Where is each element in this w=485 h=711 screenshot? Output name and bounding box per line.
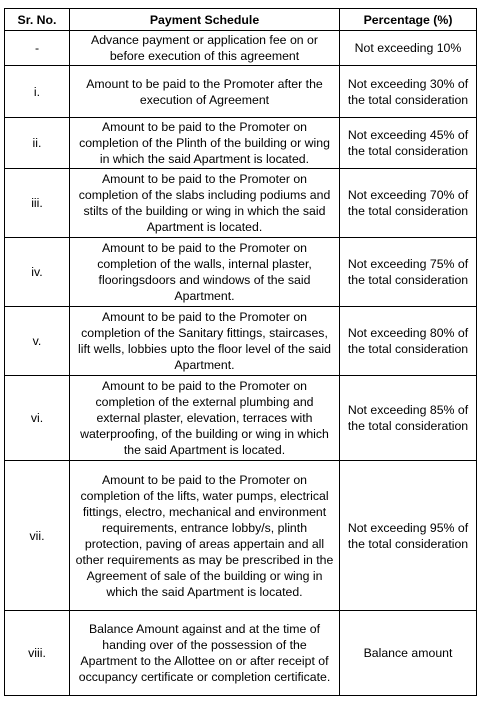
table-row — [5, 307, 477, 376]
percentage-cell: Not exceeding 30% of the total consideration — [340, 66, 477, 118]
payment-description-cell: Amount to be paid to the Promoter on completion of the walls, internal plaster, flooringsdoors and windows of the said Apartment. — [70, 238, 340, 307]
payment-schedule-table — [4, 8, 477, 696]
sr-no-cell: i. — [5, 66, 70, 118]
percentage-cell: Not exceeding 75% of the total consideration — [340, 238, 477, 307]
header-sr-no: Sr. No. — [5, 9, 70, 31]
payment-description-cell: Balance Amount against and at the time of handing over of the possession of the Apartment to the Allottee on or after receipt of occupancy certificate or completion certificate. — [70, 611, 340, 696]
table-row — [5, 238, 477, 307]
table-row — [5, 118, 477, 169]
table-row — [5, 461, 477, 611]
payment-description-cell: Amount to be paid to the Promoter on completion of the external plumbing and external plaster, elevation, terraces with waterproofing, of the building or wing in which the said Apartment is located. — [70, 376, 340, 461]
payment-description-cell: Advance payment or application fee on or before execution of this agreement — [70, 31, 340, 66]
table-header-row — [5, 9, 477, 31]
table-row — [5, 31, 477, 66]
percentage-cell: Balance amount — [340, 611, 477, 696]
sr-no-cell: vi. — [5, 376, 70, 461]
sr-no-cell: viii. — [5, 611, 70, 696]
percentage-cell: Not exceeding 95% of the total consideration — [340, 461, 477, 611]
payment-description-cell: Amount to be paid to the Promoter on completion of the lifts, water pumps, electrical fittings, electro, mechanical and environment requirements, entrance lobby/s, plinth protection, paving of areas appertain and all other requirements as may be prescribed in the Agreement of sale of the building or wing in which the said Apartment is located. — [70, 461, 340, 611]
payment-description-cell: Amount to be paid to the Promoter after the execution of Agreement — [70, 66, 340, 118]
table-row — [5, 66, 477, 118]
header-payment-schedule: Payment Schedule — [70, 9, 340, 31]
sr-no-cell: iii. — [5, 169, 70, 238]
payment-description-cell: Amount to be paid to the Promoter on completion of the slabs including podiums and stilts of the building or wing in which the said Apartment is located. — [70, 169, 340, 238]
sr-no-cell: ii. — [5, 118, 70, 169]
header-percentage: Percentage (%) — [340, 9, 477, 31]
sr-no-cell: - — [5, 31, 70, 66]
percentage-cell: Not exceeding 70% of the total consideration — [340, 169, 477, 238]
sr-no-cell: iv. — [5, 238, 70, 307]
percentage-cell: Not exceeding 45% of the total consideration — [340, 118, 477, 169]
sr-no-cell: vii. — [5, 461, 70, 611]
table-row — [5, 376, 477, 461]
percentage-cell: Not exceeding 85% of the total consideration — [340, 376, 477, 461]
table-row — [5, 611, 477, 696]
table-row — [5, 169, 477, 238]
percentage-cell: Not exceeding 80% of the total consideration — [340, 307, 477, 376]
payment-description-cell: Amount to be paid to the Promoter on completion of the Sanitary fittings, staircases, lift wells, lobbies upto the floor level of the said Apartment. — [70, 307, 340, 376]
sr-no-cell: v. — [5, 307, 70, 376]
payment-description-cell: Amount to be paid to the Promoter on completion of the Plinth of the building or wing in which the said Apartment is located. — [70, 118, 340, 169]
percentage-cell: Not exceeding 10% — [340, 31, 477, 66]
